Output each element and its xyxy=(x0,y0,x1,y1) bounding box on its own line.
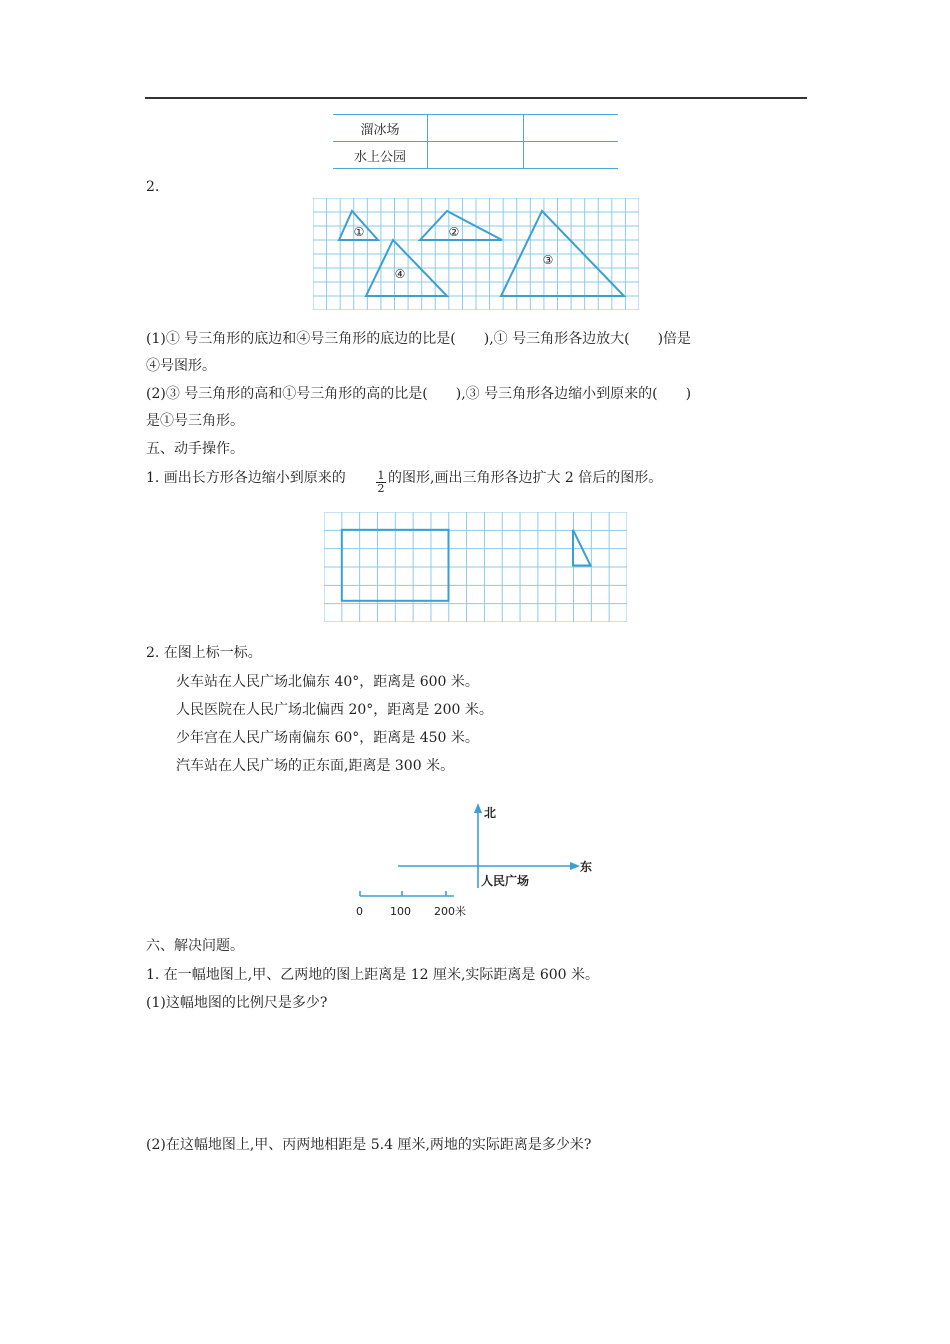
small-triangle-shape xyxy=(573,530,591,566)
fraction-numerator: 1 xyxy=(377,469,385,482)
table-cell xyxy=(428,142,524,169)
center-label: 人民广场 xyxy=(481,874,530,888)
scale-label-0: 0 xyxy=(356,905,363,918)
table-cell xyxy=(428,115,524,142)
top-rule xyxy=(145,97,807,99)
triangle-4-label: ④ xyxy=(394,267,406,281)
s5-q2-line-3: 少年宫在人民广场南偏东 60°，距离是 450 米。 xyxy=(176,730,479,746)
section-6-title: 六、解决问题。 xyxy=(146,938,244,954)
table-cell xyxy=(524,142,619,169)
fraction-one-half xyxy=(376,470,386,495)
triangle-grid-figure xyxy=(313,198,639,310)
table-cell-venue: 水上公园 xyxy=(333,142,428,169)
north-label: 北 xyxy=(484,806,497,820)
rectangle-grid-figure xyxy=(324,512,627,622)
q2-part2-line1: (2)③ 号三角形的高和①号三角形的高的比是( ),③ 号三角形各边缩小到原来的( ) xyxy=(146,386,692,402)
s5-q2-line-4: 汽车站在人民广场的正东面,距离是 300 米。 xyxy=(176,758,455,774)
north-arrow-icon xyxy=(474,803,482,813)
table-row xyxy=(333,142,618,169)
table-cell-venue: 溜冰场 xyxy=(333,115,428,142)
table-row xyxy=(333,115,618,142)
q2-part1-line2: ④号图形。 xyxy=(146,358,216,374)
s5-q2-line-2: 人民医院在人民广场北偏西 20°，距离是 200 米。 xyxy=(176,702,493,718)
east-arrow-icon xyxy=(570,862,580,870)
question-number: 2. xyxy=(146,179,160,195)
s5-q2-title: 2. 在图上标一标。 xyxy=(146,645,262,661)
s6-q1-part1: (1)这幅地图的比例尺是多少? xyxy=(146,995,328,1011)
s5-q1-text-post: 的图形,画出三角形各边扩大 2 倍后的图形。 xyxy=(388,470,663,486)
s5-q2-line-1: 火车站在人民广场北偏东 40°，距离是 600 米。 xyxy=(176,674,479,690)
east-label: 东 xyxy=(580,860,593,874)
scale-label-100: 100 xyxy=(390,905,411,918)
fraction-denominator: 2 xyxy=(377,482,385,495)
s5-q1-text-pre: 1. 画出长方形各边缩小到原来的 xyxy=(146,470,346,486)
s6-q1: 1. 在一幅地图上,甲、乙两地的图上距离是 12 厘米,实际距离是 600 米。 xyxy=(146,967,600,983)
table-cell xyxy=(524,115,619,142)
q2-part1-line1: (1)① 号三角形的底边和④号三角形的底边的比是( ),① 号三角形各边放大( )倍是 xyxy=(146,331,692,347)
direction-diagram xyxy=(350,800,610,920)
triangle-1-label: ① xyxy=(353,225,365,239)
section-5-title: 五、动手操作。 xyxy=(146,441,244,457)
q2-part2-line2: 是①号三角形。 xyxy=(146,413,244,429)
venue-table xyxy=(333,114,618,169)
s6-q1-part2: (2)在这幅地图上,甲、丙两地相距是 5.4 厘米,两地的实际距离是多少米? xyxy=(146,1137,592,1153)
triangle-3-label: ③ xyxy=(542,253,554,267)
scale-label-200: 200米 xyxy=(434,905,466,918)
triangle-2-label: ② xyxy=(448,225,460,239)
